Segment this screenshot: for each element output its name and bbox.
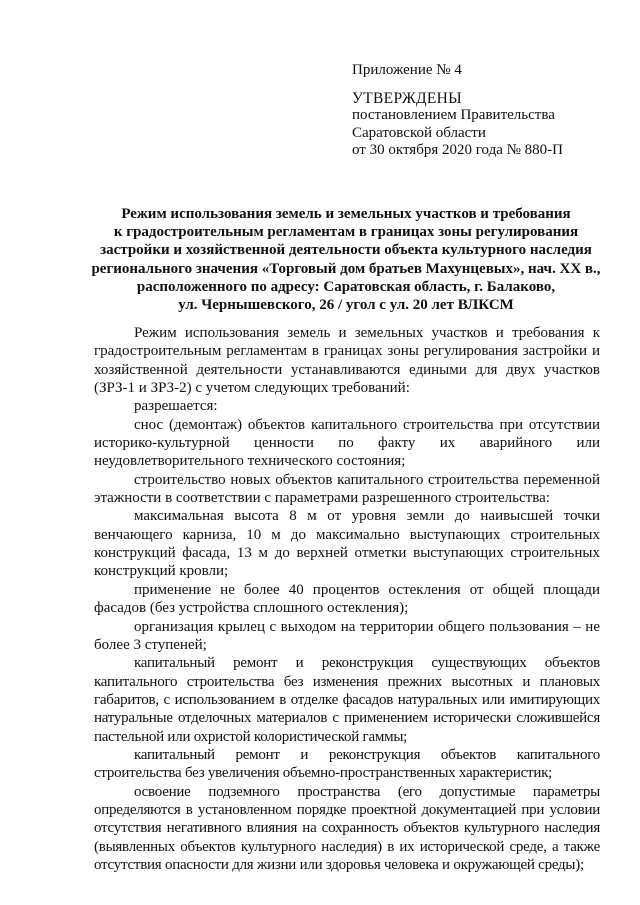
- body-paragraph: капитальный ремонт и реконструкция существующих объектов капитального строительства без изменения прежних высотных и плановых габаритов, с использованием в отделке фасадов натуральных или имитирующих натуральные отделочных материалов с применением исторически сложившейся пастельной или охристой колористической гаммы;: [94, 655, 600, 745]
- body-paragraph: разрешается:: [134, 398, 218, 415]
- title-line: ул. Чернышевского, 26 / угол с ул. 20 лет ВЛКСМ: [178, 297, 514, 314]
- title-line: застройки и хозяйственной деятельности объекта культурного наследия: [100, 242, 592, 259]
- approval-line-3: от 30 октября 2020 года № 880-П: [352, 142, 564, 158]
- body-paragraph: капитальный ремонт и реконструкция объектов капитального строительства без увеличения объемно-пространственных характеристик;: [94, 746, 600, 782]
- appendix-number: Приложение № 4: [352, 62, 462, 78]
- body-paragraph: применение не более 40 процентов остекления от общей площади фасадов (без устройства сплошного остекления);: [94, 581, 600, 617]
- approval-block: [352, 62, 622, 160]
- body-paragraph: максимальная высота 8 м от уровня земли до наивысшей точки венчающего карниза, 10 м до максимально выступающих строительных конструкций фасада, 13 м до верхней отметки выступающих строительных конструкций кровли;: [94, 508, 600, 580]
- approved-heading: УТВЕРЖДЕНЫ: [352, 89, 462, 107]
- title-line: Режим использования земель и земельных участков и требования: [121, 206, 571, 222]
- document-body: [94, 324, 600, 874]
- document-title: [88, 205, 604, 314]
- body-paragraph: строительство новых объектов капитального строительства переменной этажности в соответствии с параметрами разрешенного строительства:: [94, 471, 600, 507]
- approval-line-1: постановлением Правительства: [352, 107, 555, 123]
- body-paragraph: организация крылец с выходом на территории общего пользования – не более 3 ступеней;: [94, 618, 600, 653]
- approval-line-2: Саратовской области: [352, 124, 486, 141]
- title-line: к градостроительным регламентам в границах зоны регулирования: [113, 224, 579, 241]
- body-paragraph: Режим использования земель и земельных участков и требования к градостроительным регламентам в границах зоны регулирования застройки и хозяйственной деятельности устанавливаются едиными для двух участков (ЗРЗ-1 и ЗРЗ-2) с учетом следующих требований:: [94, 325, 600, 397]
- title-line: регионального значения «Торговый дом братьев Махунцевых», нач. XX в.,: [91, 260, 601, 277]
- title-line: расположенного по адресу: Саратовская область, г. Балаково,: [136, 278, 556, 295]
- body-paragraph: снос (демонтаж) объектов капитального строительства при отсутствии историко-культурной ценности по факту их аварийного или неудовлетворительного технического состояния;: [94, 416, 600, 470]
- body-paragraph: освоение подземного пространства (его допустимые параметры определяются в установленном порядке проектной документацией при условии отсутствия негативного влияния на сохранность объектов культурного наследия (выявленных объектов культурного наследия) в их исторической среде, а также отсутствия опасности для жизни или здоровья человека и окружающей среды);: [94, 783, 600, 873]
